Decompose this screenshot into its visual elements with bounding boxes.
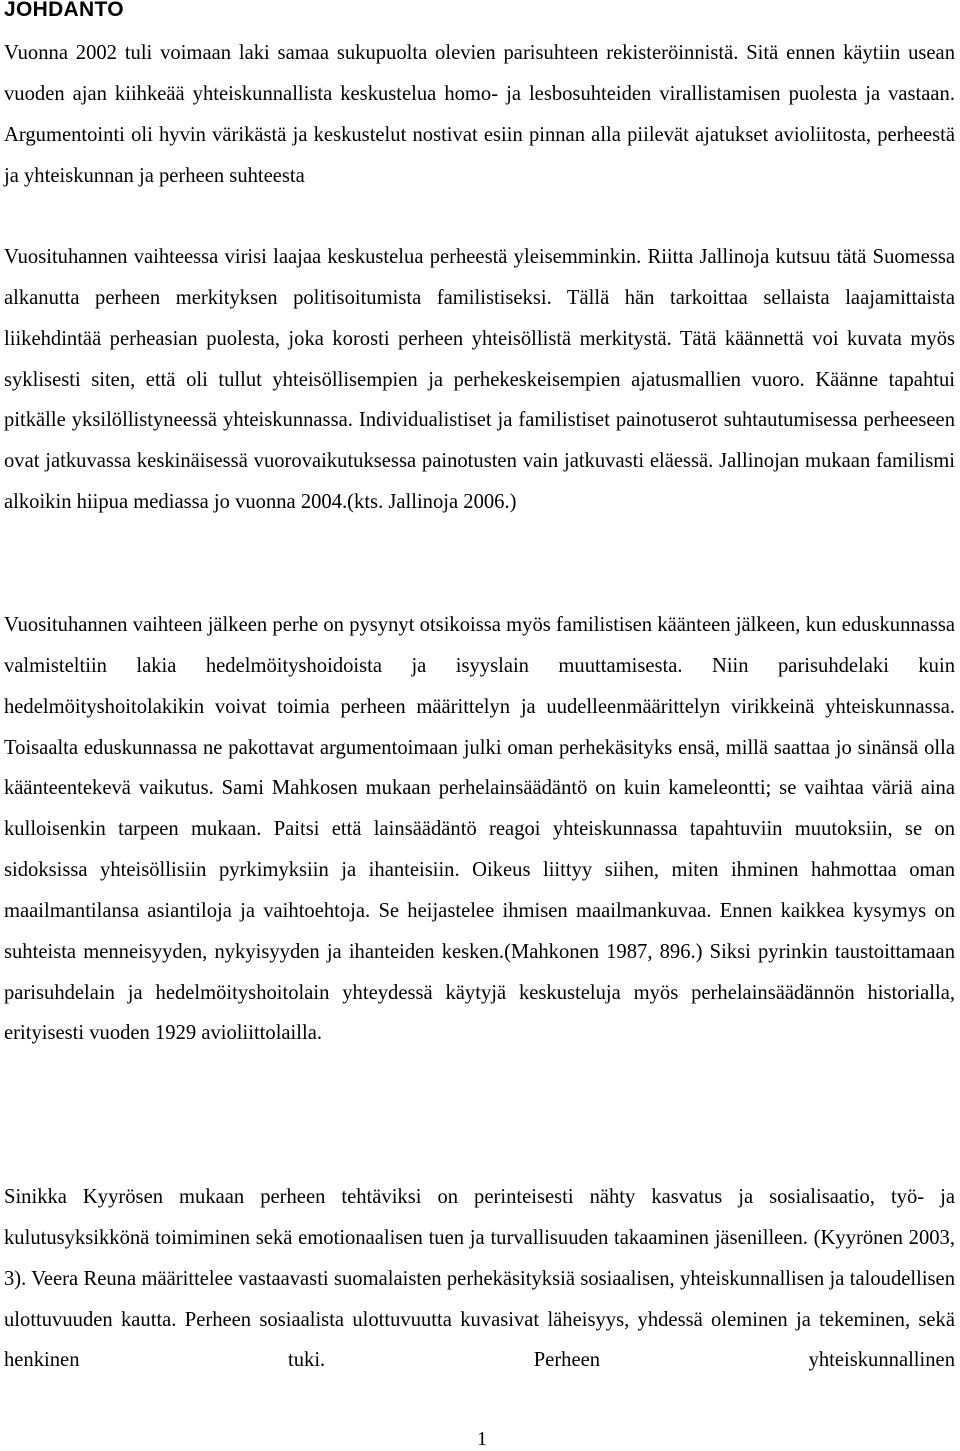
section-heading: JOHDANTO	[4, 0, 124, 21]
paragraph-3: Vuosituhannen vaihteen jälkeen perhe on pysynyt otsikoissa myös familistisen käänteen jälkeen, kun eduskunnassa valmisteltiin lakia hedelmöityshoidoista ja isyyslain muuttamisesta. Niin parisuhdelaki kuin hedelmöityshoitolakikin voivat toimia perheen määrittelyn ja uudelleenmäärittelyn virikkeinä yhteiskunnassa. Toisaalta eduskunnassa ne pakottavat argumentoimaan julki oman perhekäsityks ensä, millä saattaa jo sinänsä olla käänteentekevä vaikutus. Sami Mahkosen mukaan perhelainsäädäntö on kuin kameleontti; se vaihtaa väriä aina kulloisenkin tarpeen mukaan. Paitsi että lainsäädäntö reagoi yhteiskunnassa tapahtuviin muutoksiin, se on sidoksissa yhteisöllisiin pyrkimyksiin ja ihanteisiin. Oikeus liittyy siihen, miten ihminen hahmottaa oman maailmantilansa asiantiloja ja vaihtoehtoja. Se heijastelee ihmisen maailmankuvaa. Ennen kaikkea kysymys on suhteista menneisyyden, nykyisyyden ja ihanteiden kesken.(Mahkonen 1987, 896.) Siksi pyrinkin taustoittamaan parisuhdelain ja hedelmöityshoitolain yhteydessä käytyjä keskusteluja myös perhelainsäädännön historialla, erityisesti vuoden 1929 avioliittolailla.	[4, 614, 955, 1045]
paragraph-4: Sinikka Kyyrösen mukaan perheen tehtäviksi on perinteisesti nähty kasvatus ja sosialisaatio, työ- ja kulutusyksikkönä toimiminen sekä emotionaalisen tuen ja turvallisuuden takaaminen jäsenilleen. (Kyyrönen 2003, 3). Veera Reuna määrittelee vastaavasti suomalaisten perhekäsityksiä sosiaalisen, yhteiskunnallisen ja taloudellisen ulottuvuuden kautta. Perheen sosiaalista ulottuvuutta kuvasivat läheisyys, yhdessä oleminen ja tekeminen, sekä henkinen tuki. Perheen yhteiskunnallinen	[4, 1186, 955, 1372]
paragraph-1: Vuonna 2002 tuli voimaan laki samaa sukupuolta olevien parisuhteen rekisteröinnistä. Sitä ennen käytiin usean vuoden ajan kiihkeää yhteiskunnallista keskustelua homo- ja lesbosuhteiden virallistamisen puolesta ja vastaan. Argumentointi oli hyvin värikästä ja keskustelut nostivat esiin pinnan alla piilevät ajatukset avioliitosta, perheestä ja yhteiskunnan ja perheen suhteesta	[4, 42, 955, 187]
page-number: 1	[477, 1428, 487, 1450]
paragraph-2: Vuosituhannen vaihteessa virisi laajaa keskustelua perheestä yleisemminkin. Riitta Jallinoja kutsuu tätä Suomessa alkanutta perheen merkityksen politisoitumista familistiseksi. Tällä hän tarkoittaa sellaista laajamittaista liikehdintää perheasian puolesta, joka korosti perheen yhteisöllistä merkitystä. Tätä käännettä voi kuvata myös syklisesti siten, että oli tullut yhteisöllisempien ja perhekeskeisempien ajatusmallien vuoro. Käänne tapahtui pitkälle yksilöllistyneessä yhteiskunnassa. Individualistiset ja familistiset painotuserot suhtautumisessa perheeseen ovat jatkuvassa keskinäisessä vuorovaikutuksessa painotusten vain jatkuvasti eläessä. Jallinojan mukaan familismi alkoikin hiipua mediassa jo vuonna 2004.(kts. Jallinoja 2006.)	[4, 246, 955, 514]
